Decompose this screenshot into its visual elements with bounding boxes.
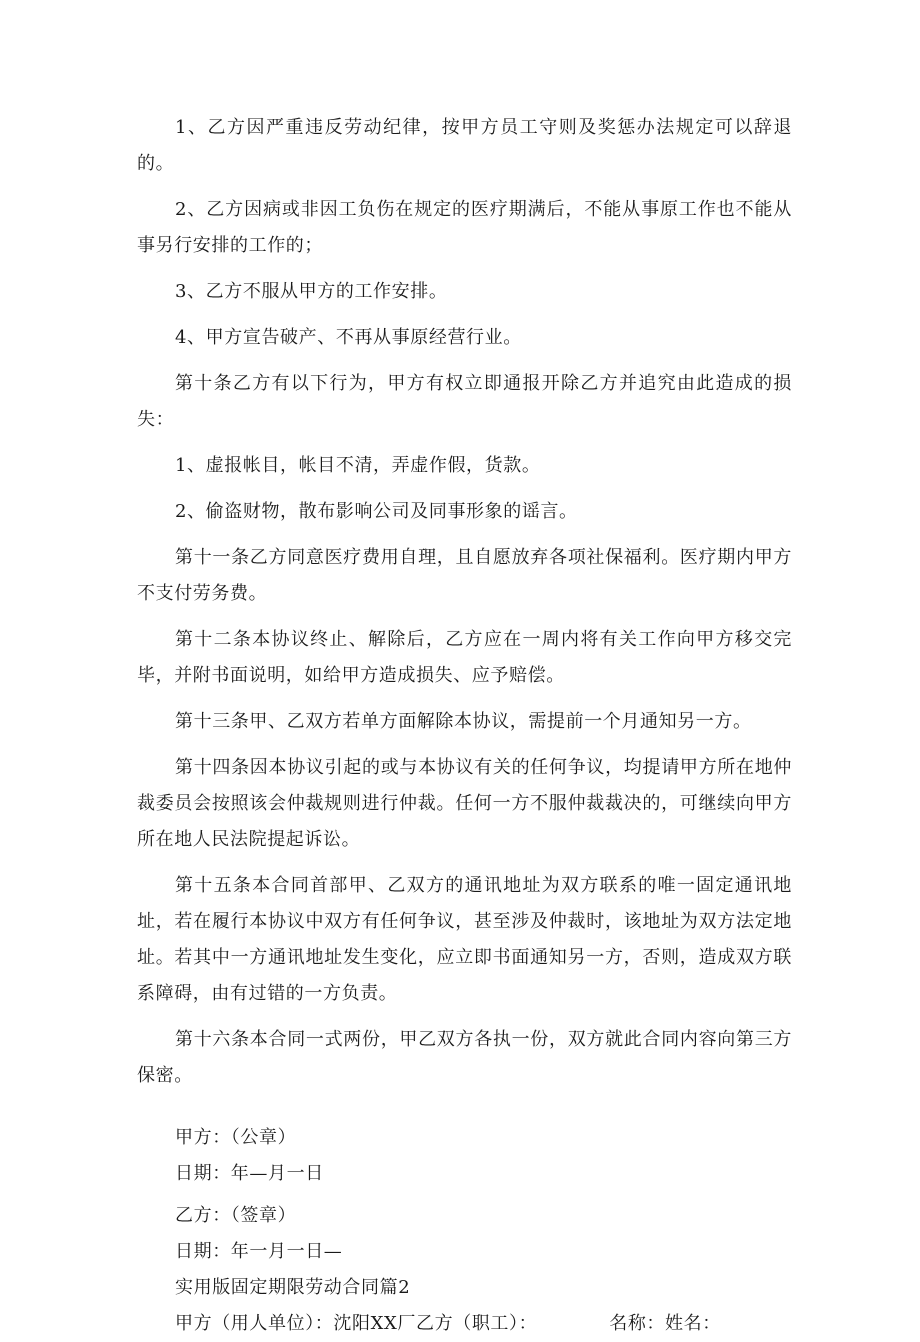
article-10-item-2: 2、偷盗财物，散布影响公司及同事形象的谣言。 (175, 501, 578, 522)
party-b-signature: 乙方：（签章） (175, 1205, 297, 1226)
paragraph-dismissal-4: 4、甲方宣告破产、不再从事原经营行业。 (175, 327, 522, 348)
article-16: 第十六条本合同一式两份，甲乙双方各执一份，双方就此合同内容向第三方保密。 (137, 1029, 792, 1086)
article-15: 第十五条本合同首部甲、乙双方的通讯地址为双方联系的唯一固定通讯地址，若在履行本协议中双方有任何争议，甚至涉及仲裁时，该地址为双方法定地址。若其中一方通讯地址发生变化，应立即书面通知另一方，否则，造成双方联系障碍，由有过错的一方负责。 (137, 875, 792, 1004)
parties-line-right: 名称：姓名： (609, 1313, 721, 1334)
document-body (137, 110, 792, 1342)
parties-line (137, 1306, 792, 1342)
paragraph-dismissal-3: 3、乙方不服从甲方的工作安排。 (175, 281, 448, 302)
article-10-item-1: 1、虚报帐目，帐目不清，弄虚作假，货款。 (175, 455, 541, 476)
article-10: 第十条乙方有以下行为，甲方有权立即通报开除乙方并追究由此造成的损失： (137, 373, 792, 430)
paragraph-dismissal-1: 1、乙方因严重违反劳动纪律，按甲方员工守则及奖惩办法规定可以辞退的。 (137, 117, 792, 174)
article-14: 第十四条因本协议引起的或与本协议有关的任何争议，均提请甲方所在地仲裁委员会按照该会仲裁规则进行仲裁。任何一方不服仲裁裁决的，可继续向甲方所在地人民法院提起诉讼。 (137, 757, 792, 850)
article-11: 第十一条乙方同意医疗费用自理，且自愿放弃各项社保福利。医疗期内甲方不支付劳务费。 (137, 547, 792, 604)
paragraph-dismissal-2: 2、乙方因病或非因工负伤在规定的医疗期满后，不能从事原工作也不能从事另行安排的工作的； (137, 199, 792, 256)
party-b-date: 日期：年一月一日— (175, 1241, 343, 1262)
party-a-seal: 甲方：（公章） (175, 1127, 297, 1148)
article-12: 第十二条本协议终止、解除后，乙方应在一周内将有关工作向甲方移交完毕，并附书面说明，如给甲方造成损失、应予赔偿。 (137, 629, 792, 686)
party-a-date: 日期：年—月一日 (175, 1163, 324, 1184)
article-13: 第十三条甲、乙双方若单方面解除本协议，需提前一个月通知另一方。 (175, 711, 752, 732)
parties-line-left: 甲方（用人单位）：沈阳XX厂乙方（职工）： (175, 1313, 538, 1334)
section-title: 实用版固定期限劳动合同篇2 (175, 1277, 411, 1298)
